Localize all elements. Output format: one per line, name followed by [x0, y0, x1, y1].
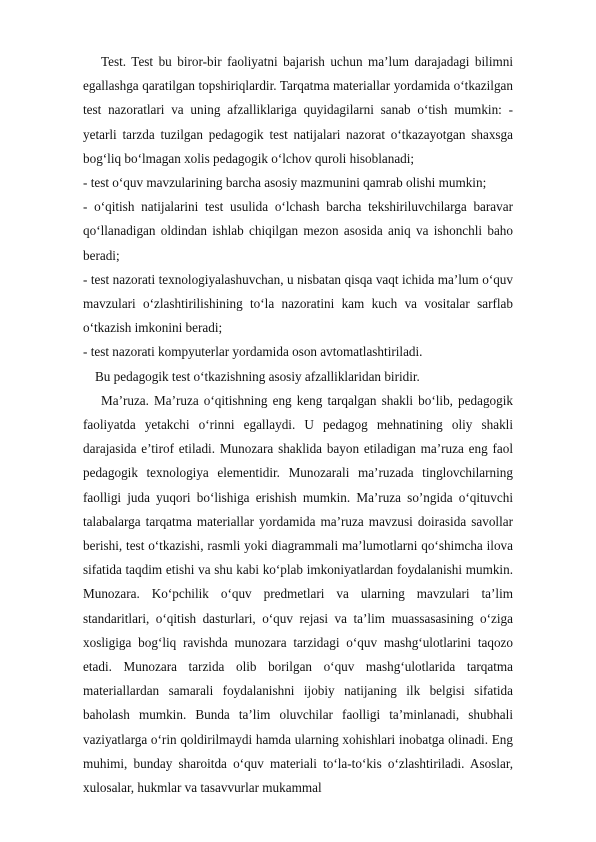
paragraph-lecture-discussion: Ma’ruza. Ma’ruza o‘qitishning eng keng tarqalgan shakli bo‘lib, pedagogik faoliyatda yetakchi o‘rinni egallaydi. U pedagog mehnatining oliy shakli darajasida e’tirof etiladi. Munozara shaklida bayon etiladigan ma’ruza eng faol pedagogik texnologiya elementidir. Munozarali ma’ruzada tinglovchilarning faolligi juda yuqori bo‘lishiga erishish mumkin. Ma’ruza so’ngida o‘qituvchi talabalarga tarqatma materiallar yordamida ma’ruza mavzusi doirasida savollar berishi, test o‘tkazishi, rasmli yoki diagrammali ma’lumotlarni qo‘shimcha ilova sifatida taqdim etishi va shu kabi ko‘plab imkoniyatlardan foydalanishi mumkin. Munozara. Ko‘pchilik o‘quv predmetlari va ularning mavzulari ta’lim standaritlari, o‘qitish dasturlari, o‘quv rejasi va ta’lim muassasasining o‘ziga xosligiga bog‘liq ravishda munozara tarzidagi o‘quv mashg‘ulotlarini taqozo etadi. Munozara tarzida olib borilgan o‘quv mashg‘ulotlarida tarqatma materiallardan samarali foydalanishni ijobiy natijaning ilk belgisi sifatida baholash mumkin. Bunda ta’lim oluvchilar faolligi ta’minlanadi, shubhali vaziyatlarga o‘rin qoldirilmaydi hamda ularning xohishlari inobatga olinadi. Eng muhimi, bunday sharoitda o‘quv materiali to‘la-to‘kis o‘zlashtiriladi. Asoslar, xulosalar, hukmlar va tasavvurlar mukammal — [83, 392, 513, 796]
paragraph-test-definition: Test. Test bu biror-bir faoliyatni bajarish uchun ma’lum darajadagi bilimni egallashga qaratilgan topshiriqlardir. Tarqatma materiallar yordamida o‘tkazilgan test nazoratlari va uning afzalliklariga quyidagilarni sanab o‘tish mumkin: - yetarli tarzda tuzilgan pedagogik test natijalari nazorat o‘tkazayotgan shaxsga bog‘liq bo‘lmagan xolis pedagogik o‘lchov quroli hisoblanadi; — [83, 54, 513, 166]
list-item-reliable-assessment: - o‘qitish natijalarini test usulida o‘lchash barcha tekshiriluvchilarga baravar qo‘llanadigan oldindan ishlab chiqilgan mezon asosida aniq va ishonchli baho beradi; — [83, 199, 513, 263]
paragraph-advantage-summary: Bu pedagogik test o‘tkazishning asosiy afzalliklaridan biridir. — [95, 368, 420, 384]
list-item-computer-automation: - test nazorati kompyuterlar yordamida oson avtomatlashtiriladi. — [83, 344, 423, 360]
document-body — [83, 50, 513, 800]
list-item-technological-control: - test nazorati texnologiyalashuvchan, u nisbatan qisqa vaqt ichida ma’lum o‘quv mavzulari o‘zlashtirilishining to‘la nazoratini kam kuch va vositalar sarflab o‘tkazish imkonini beradi; — [83, 271, 513, 336]
list-item-content-coverage: - test o‘quv mavzularining barcha asosiy mazmunini qamrab olishi mumkin; — [83, 175, 487, 191]
